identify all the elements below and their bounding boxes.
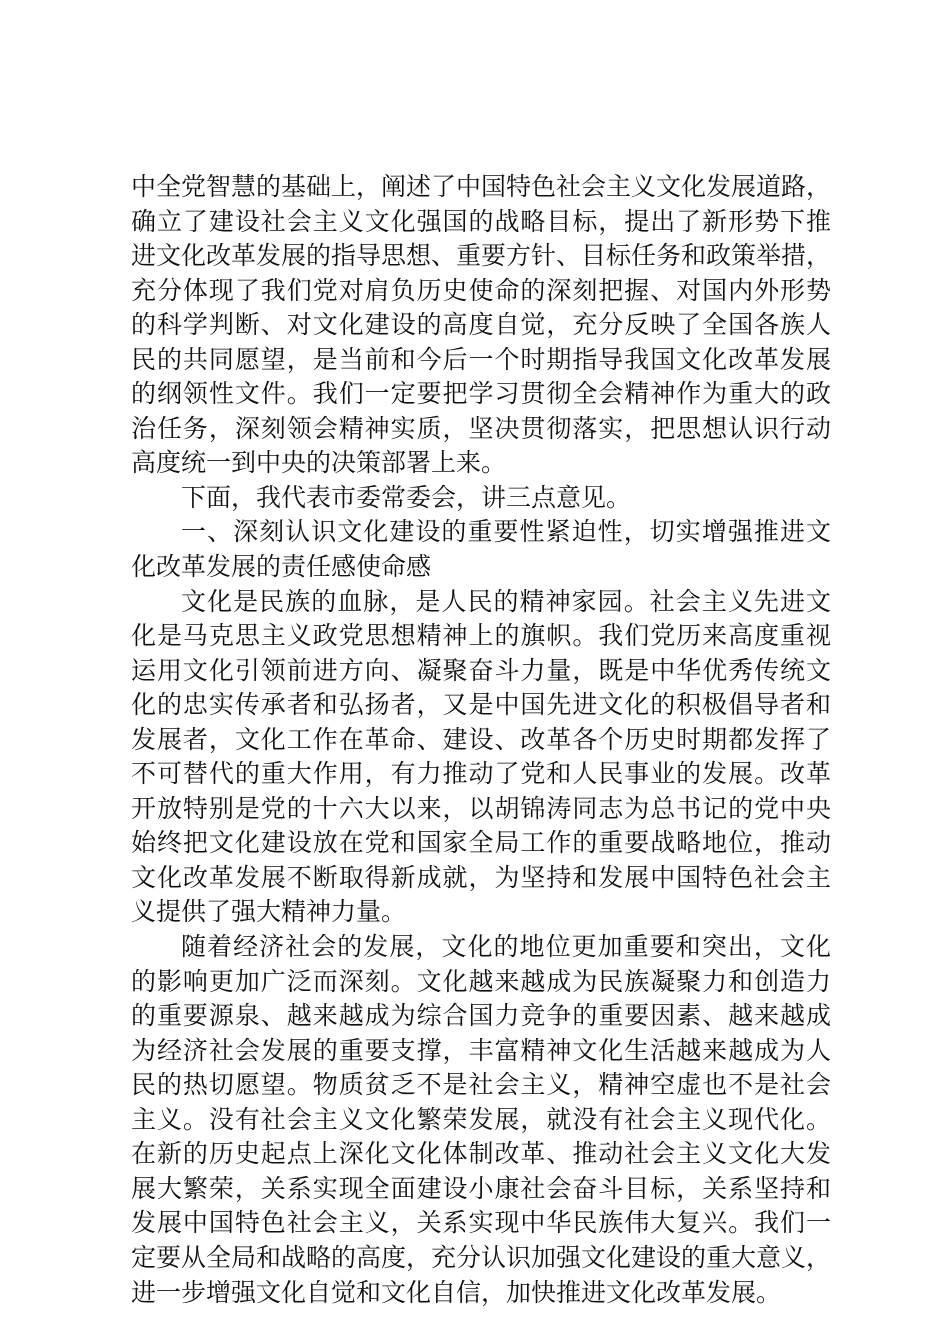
text-line: 主义。没有社会主义文化繁荣发展，就没有社会主义现代化。 [131,1104,831,1134]
text-line: 发展者，文化工作在革命、建设、改革各个历史时期都发挥了 [131,724,831,754]
text-line: 发展中国特色社会主义，关系实现中华民族伟大复兴。我们一 [131,1208,831,1238]
text-line: 的科学判断、对文化建设的高度自觉，充分反映了全国各族人 [131,310,831,340]
text-line: 化是马克思主义政党思想精神上的旗帜。我们党历来高度重视 [131,621,831,651]
text-line: 进文化改革发展的指导思想、重要方针、目标任务和政策举措， [131,241,832,271]
text-line: 为经济社会发展的重要支撑，丰富精神文化生活越来越成为人 [131,1035,831,1065]
text-line: 运用文化引领前进方向、凝聚奋斗力量，既是中华优秀传统文 [131,655,831,685]
text-line: 高度统一到中央的决策部署上来。 [131,448,507,478]
paragraph-culture [131,585,831,930]
text-line: 民的热切愿望。物质贫乏不是社会主义，精神空虚也不是社会 [131,1070,831,1100]
text-line: 在新的历史起点上深化文化体制改革、推动社会主义文化大发 [131,1139,831,1169]
text-line: 中全党智慧的基础上，阐述了中国特色社会主义文化发展道路， [131,172,832,201]
text-line: 的重要源泉、越来越成为综合国力竞争的重要因素、越来越成 [131,1001,831,1031]
text-line: 随着经济社会的发展，文化的地位更加重要和突出，文化 [181,932,831,962]
section-heading [131,515,831,584]
text-line: 定要从全局和战略的高度，充分认识加强文化建设的重大意义， [131,1242,832,1272]
text-line: 始终把文化建设放在党和国家全局工作的重要战略地位，推动 [131,828,831,858]
text-line: 化改革发展的责任感使命感 [131,552,432,582]
text-line: 的影响更加广泛而深刻。文化越来越成为民族凝聚力和创造力 [131,966,831,996]
text-line: 充分体现了我们党对肩负历史使命的深刻把握、对国内外形势 [131,275,831,305]
text-line: 的纲领性文件。我们一定要把学习贯彻全会精神作为重大的政 [131,379,831,409]
text-line: 化的忠实传承者和弘扬者，又是中国先进文化的积极倡导者和 [131,690,831,720]
paragraph-development [131,930,831,1310]
text-line: 展大繁荣，关系实现全面建设小康社会奋斗目标，关系坚持和 [131,1173,831,1203]
text-line: 民的共同愿望，是当前和今后一个时期指导我国文化改革发展 [131,344,831,374]
text-line: 义提供了强大精神力量。 [131,897,407,927]
text-line: 确立了建设社会主义文化强国的战略目标，提出了新形势下推 [131,206,831,236]
text-line: 文化改革发展不断取得新成就，为坚持和发展中国特色社会主 [131,862,831,892]
paragraph-intro [131,481,831,516]
text-line: 一、深刻认识文化建设的重要性紧迫性，切实增强推进文 [181,517,831,547]
text-line: 开放特别是党的十六大以来，以胡锦涛同志为总书记的党中央 [131,793,831,823]
text-line: 进一步增强文化自觉和文化自信，加快推进文化改革发展。 [131,1277,782,1307]
paragraph-continuation [131,170,831,481]
text-line: 治任务，深刻领会精神实质，坚决贯彻落实，把思想认识行动 [131,413,831,443]
text-line: 不可替代的重大作用，有力推动了党和人民事业的发展。改革 [131,759,831,789]
text-line: 文化是民族的血脉，是人民的精神家园。社会主义先进文 [181,586,831,616]
document-body [131,170,831,1310]
text-line: 下面，我代表市委常委会，讲三点意见。 [181,482,632,512]
